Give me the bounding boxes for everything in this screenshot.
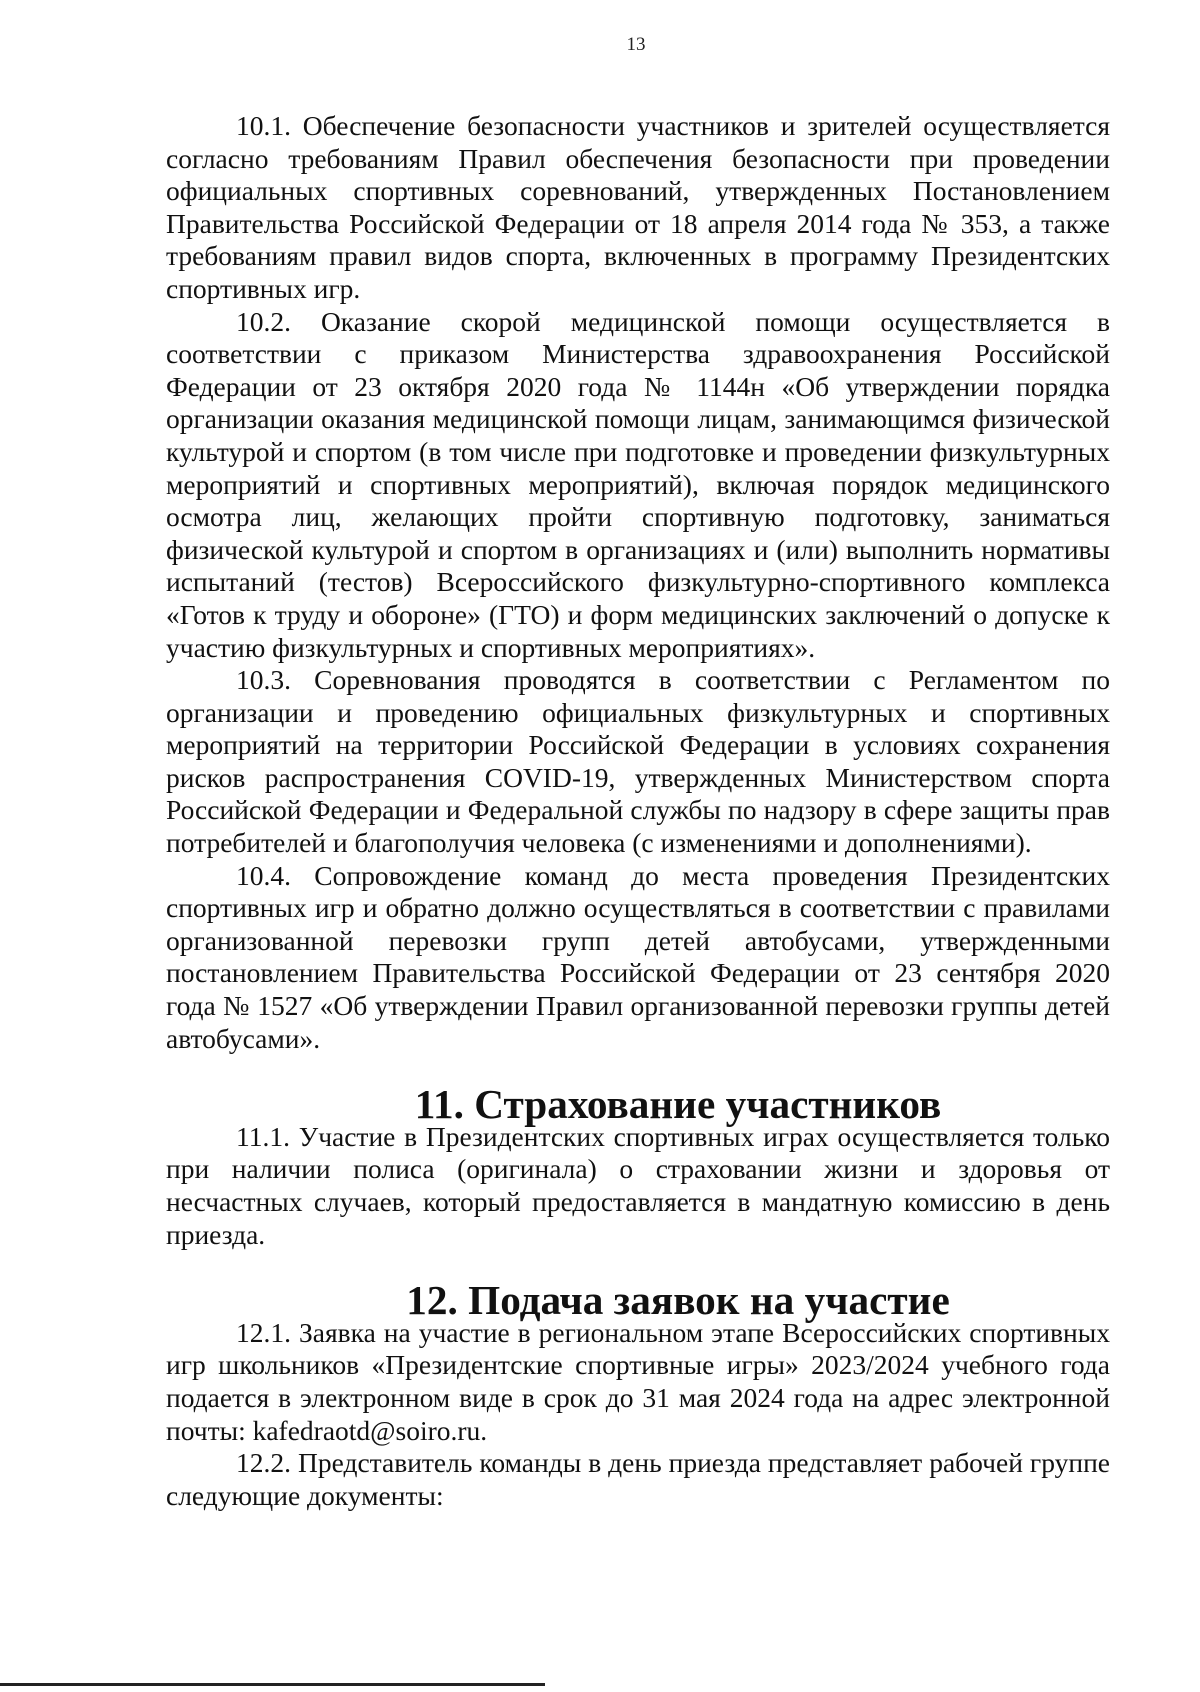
page-number: 13 <box>626 34 646 55</box>
paragraph-12-1: 12.1. Заявка на участие в региональном этапе Всероссийских спортивных игр школьников «Президентские спортивные игры» 2023/2024 учебного года подается в электронном виде в срок до 31 мая 2024 года на адрес электронной почты: kafedraotd@soiro.ru. <box>166 1316 1110 1446</box>
paragraph-10-2: 10.2. Оказание скорой медицинской помощи осуществляется в соответствии с приказом Министерства здравоохранения Российской Федерации от 23 октября 2020 года № 1144н «Об утверждении порядка организации оказания медицинской помощи лицам, занимающимся физической культурой и спортом (в том числе при подготовке и проведении физкультурных мероприятий и спортивных мероприятий), включая порядок медицинского осмотра лиц, желающих пройти спортивную подготовку, заниматься физической культурой и спортом в организациях и (или) выполнить нормативы испытаний (тестов) Всероссийского физкультурно-спортивного комплекса «Готов к труду и обороне» (ГТО) и форм медицинских заключений о допуске к участию физкультурных и спортивных мероприятиях». <box>166 305 1110 663</box>
bottom-scan-edge-line <box>0 1683 545 1686</box>
paragraph-10-3: 10.3. Соревнования проводятся в соответствии с Регламентом по организации и проведению официальных физкультурных и спортивных мероприятий на территории Российской Федерации в условиях сохранения рисков распространения COVID-19, утвержденных Министерством спорта Российской Федерации и Федеральной службы по надзору в сфере защиты прав потребителей и благополучия человека (с изменениями и дополнениями). <box>166 664 1110 859</box>
document-body <box>166 110 1110 1512</box>
paragraph-12-2: 12.2. Представитель команды в день приезда представляет рабочей группе следующие документы: <box>166 1447 1110 1511</box>
paragraph-10-4: 10.4. Сопровождение команд до места проведения Президентских спортивных игр и обратно должно осуществляться в соответствии с правилами организованной перевозки групп детей автобусами, утвержденными постановлением Правительства Российской Федерации от 23 сентября 2020 года № 1527 «Об утверждении Правил организованной перевозки группы детей автобусами». <box>166 859 1110 1054</box>
paragraph-10-1: 10.1. Обеспечение безопасности участников и зрителей осуществляется согласно требованиям Правил обеспечения безопасности при проведении официальных спортивных соревнований, утвержденных Постановлением Правительства Российской Федерации от 18 апреля 2014 года № 353, а также требованиям правил видов спорта, включенных в программу Президентских спортивных игр. <box>166 110 1110 304</box>
paragraph-11-1: 11.1. Участие в Президентских спортивных играх осуществляется только при наличии полиса (оригинала) о страховании жизни и здоровья от несчастных случаев, который предоставляется в мандатную комиссию в день приезда. <box>166 1120 1110 1250</box>
section-heading-12: 12. Подача заявок на участие <box>406 1277 950 1324</box>
section-heading-11: 11. Страхование участников <box>414 1081 942 1128</box>
